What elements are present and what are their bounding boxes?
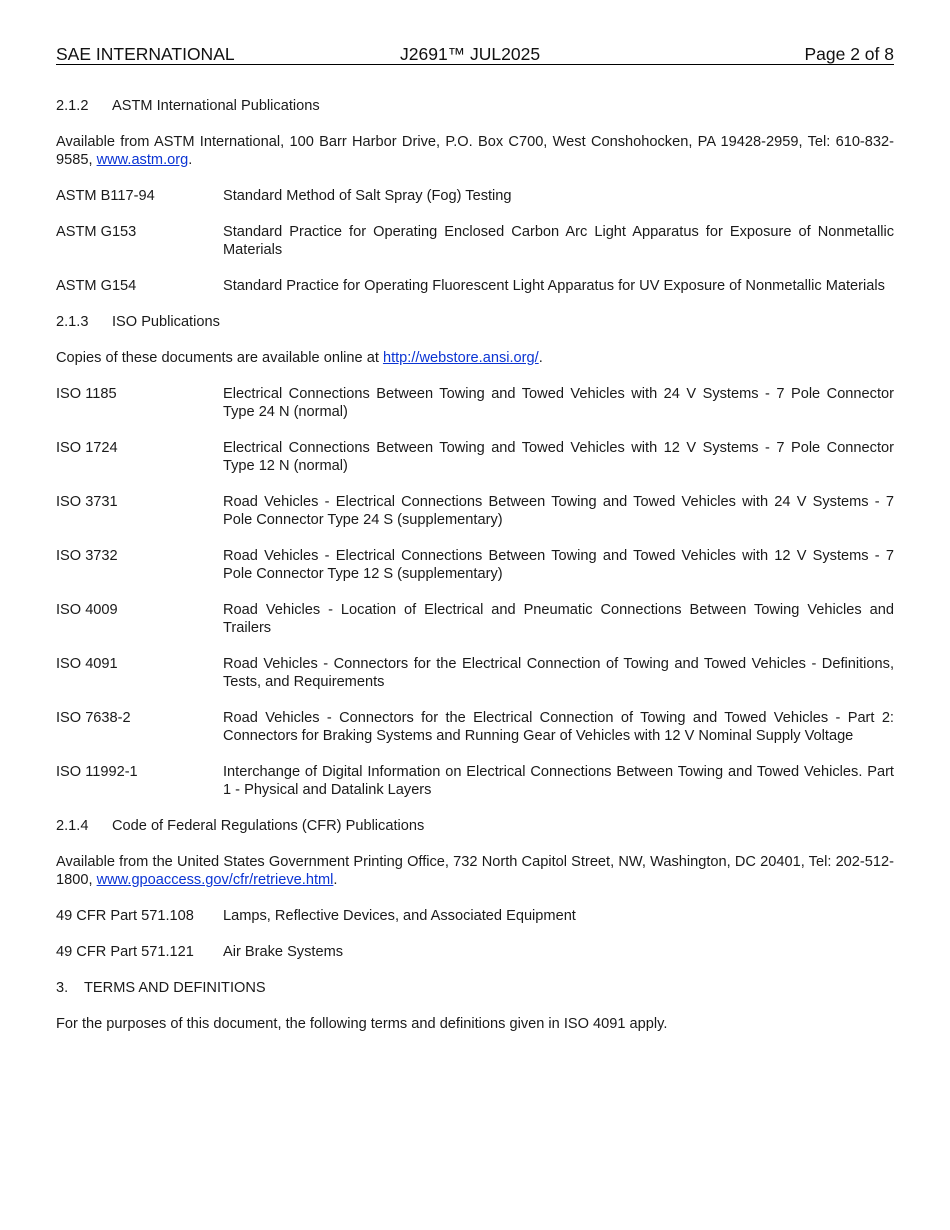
reference-code: ISO 4009 [56,602,118,618]
reference-entry [56,709,894,745]
paragraph-text-end: . [188,152,193,168]
document-body [56,97,894,1051]
astm-website-link[interactable]: www.astm.org [96,152,189,168]
reference-entry [56,277,894,295]
reference-title: Air Brake Systems [223,944,344,960]
terms-paragraph: For the purposes of this document, the following terms and definitions given in ISO 4091 apply. [56,1016,668,1032]
reference-title: Road Vehicles - Connectors for the Electrical Connection of Towing and Towed Vehicles - Part 2: Connectors for Braking Systems and Running Gear of Vehicles with 12 V Nominal Supply Voltage [223,710,894,744]
paragraph-text: Available from ASTM International, 100 Barr Harbor Drive, P.O. Box C700, West Conshohocken, PA 19428-2959, Tel: 610-832-9585, [56,134,894,168]
section-title: ASTM International Publications [112,98,320,114]
reference-code: ISO 1724 [56,440,118,456]
reference-entry [56,223,894,259]
reference-entry [56,763,894,799]
page-header [56,44,894,65]
publisher-name: SAE INTERNATIONAL [56,44,235,64]
paragraph-text: Copies of these documents are available online at [56,350,383,366]
reference-title: Electrical Connections Between Towing and Towed Vehicles with 24 V Systems - 7 Pole Connector Type 24 N (normal) [223,386,894,420]
section-heading-3 [56,979,894,997]
reference-entry [56,601,894,637]
paragraph-text: Available from the United States Government Printing Office, 732 North Capitol Street, NW, Washington, DC 20401, Tel: 202-512-1800, [56,854,894,888]
reference-code: ASTM G153 [56,224,137,240]
reference-title: Road Vehicles - Location of Electrical and Pneumatic Connections Between Towing Vehicles and Trailers [223,602,894,636]
reference-code: ISO 1185 [56,386,117,402]
reference-entry [56,187,894,205]
section-number: 2.1.3 [56,314,89,330]
reference-title: Standard Practice for Operating Enclosed Carbon Arc Light Apparatus for Exposure of Nonmetallic Materials [223,224,894,258]
reference-code: ISO 3731 [56,494,118,510]
reference-title: Road Vehicles - Electrical Connections Between Towing and Towed Vehicles with 12 V Systems - 7 Pole Connector Type 12 S (supplementary) [223,548,894,582]
reference-code: ISO 4091 [56,656,118,672]
reference-entry [56,385,894,421]
reference-entry [56,655,894,691]
section-title: ISO Publications [112,314,220,330]
reference-code: ISO 7638-2 [56,710,131,726]
reference-title: Road Vehicles - Electrical Connections Between Towing and Towed Vehicles with 24 V Systems - 7 Pole Connector Type 24 S (supplementary) [223,494,894,528]
reference-code: 49 CFR Part 571.108 [56,908,194,924]
reference-title: Electrical Connections Between Towing and Towed Vehicles with 12 V Systems - 7 Pole Connector Type 12 N (normal) [223,440,894,474]
section-number: 3. [56,980,69,996]
reference-entry [56,907,894,925]
paragraph-text-end: . [538,350,543,366]
reference-title: Standard Practice for Operating Fluorescent Light Apparatus for UV Exposure of Nonmetallic Materials [223,278,885,294]
section-heading-2-1-4 [56,817,894,835]
ansi-webstore-link[interactable]: http://webstore.ansi.org/ [382,350,539,366]
reference-title: Lamps, Reflective Devices, and Associated Equipment [223,908,576,924]
reference-entry [56,439,894,475]
reference-code: ISO 11992-1 [56,764,138,780]
reference-code: 49 CFR Part 571.121 [56,944,194,960]
reference-title: Standard Method of Salt Spray (Fog) Testing [223,188,512,204]
reference-code: ASTM G154 [56,278,137,294]
astm-availability-paragraph [56,133,894,169]
section-heading-2-1-2 [56,97,894,115]
section-title: TERMS AND DEFINITIONS [84,980,266,996]
cfr-availability-paragraph [56,853,894,889]
reference-title: Road Vehicles - Connectors for the Electrical Connection of Towing and Towed Vehicles - Definitions, Tests, and Requirements [223,656,894,690]
section-number: 2.1.4 [56,818,89,834]
gpo-access-link[interactable]: www.gpoaccess.gov/cfr/retrieve.html [96,872,334,888]
reference-code: ASTM B117-94 [56,188,155,204]
section-heading-2-1-3 [56,313,894,331]
document-number: J2691™ JUL2025 [400,44,541,64]
section-number: 2.1.2 [56,98,89,114]
section-title: Code of Federal Regulations (CFR) Publications [112,818,425,834]
reference-title: Interchange of Digital Information on Electrical Connections Between Towing and Towed Vehicles. Part 1 - Physical and Datalink Layers [223,764,894,798]
reference-code: ISO 3732 [56,548,118,564]
paragraph-text-end: . [333,872,338,888]
reference-entry [56,943,894,961]
reference-entry [56,547,894,583]
page-number: Page 2 of 8 [804,44,894,64]
iso-availability-paragraph [56,349,894,367]
reference-entry [56,493,894,529]
